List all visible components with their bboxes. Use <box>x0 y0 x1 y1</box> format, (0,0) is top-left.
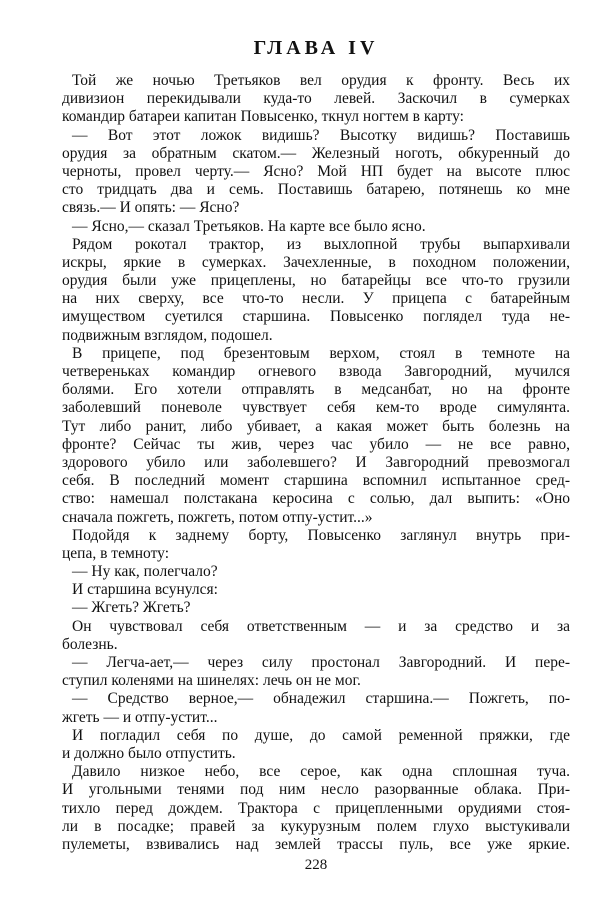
text-line: пулеметы, взвивались над землей трассы пуль, все уже яркие. <box>62 835 570 853</box>
chapter-title: ГЛАВА IV <box>253 37 379 59</box>
body-text <box>62 72 570 854</box>
text-line: ступил коленями на шинелях: лечь он не мог. <box>62 672 361 690</box>
text-line: жгеть — и отпу-устит... <box>62 708 218 726</box>
text-line: здорового убило или заболевшего? И Завгородний превозмогал <box>62 453 570 471</box>
text-line: — Вот этот ложок видишь? Высотку видишь? Поставишь <box>72 126 570 144</box>
text-line: Он чувствовал себя ответственным — и за средство и за <box>72 617 570 635</box>
text-line: себя. В последний момент старшина вспомнил испытанное сред- <box>62 472 570 490</box>
text-line: подвижным взглядом, подошел. <box>62 326 273 344</box>
text-line: цепа, в темноту: <box>62 544 170 562</box>
text-line: — Средство верное,— обнадежил старшина.— Пожгеть, по- <box>72 690 570 708</box>
text-line: Тут либо ранит, либо убивает, а какая может быть болезнь на <box>62 417 570 435</box>
text-line: орудия были уже прицеплены, но батарейцы все что-то грузили <box>62 272 570 290</box>
text-line: командир батареи капитан Повысенко, ткнул ногтем в карту: <box>62 108 464 126</box>
text-line: фронте? Сейчас ты жив, через час убило — не все равно, <box>62 435 570 453</box>
text-line: Рядом рокотал трактор, из выхлопной трубы выпархивали <box>72 235 570 253</box>
book-page <box>62 0 570 910</box>
text-line: И старшина всунулся: <box>72 581 218 599</box>
text-line: связь.— И опять: — Ясно? <box>62 199 240 217</box>
text-line: черноты, провел черту.— Ясно? Мой НП будет на высоте плюс <box>62 162 570 180</box>
text-line: — Легча-ает,— через силу простонал Завгородний. И пере- <box>72 654 570 671</box>
text-line: орудия за обратным скатом.— Железный ноготь, обкуренный до <box>62 144 570 162</box>
page-number: 228 <box>304 857 328 873</box>
text-line: и должно было отпустить. <box>62 744 236 762</box>
text-line: ли в посадке; правей за кукурузным полем глухо выстукивали <box>62 817 570 835</box>
text-line: В прицепе, под брезентовым верхом, стоял в темноте на <box>72 344 570 362</box>
text-line: Давило низкое небо, все серое, как одна сплошная туча. <box>72 763 570 781</box>
text-line: — Ясно,— сказал Третьяков. На карте все было ясно. <box>72 217 426 235</box>
text-line: на них сверху, все что-то несли. У прицепа с батарейным <box>62 290 570 308</box>
text-line: — Ну как, полегчало? <box>72 563 218 581</box>
text-line: болезнь. <box>62 635 118 653</box>
text-line: тихло перед дождем. Трактора с прицепленными орудиями стоя- <box>62 799 570 817</box>
text-line: Той же ночью Третьяков вел орудия к фронту. Весь их <box>72 72 570 89</box>
text-line: болями. Его хотели отправлять в медсанбат, но на фронте <box>62 381 570 399</box>
text-line: сто тридцать два и семь. Поставишь батарею, потянешь ко мне <box>62 181 570 199</box>
text-line: — Жгеть? Жгеть? <box>72 599 191 617</box>
text-line: имуществом суетился старшина. Повысенко поглядел туда не- <box>62 308 570 326</box>
text-line: ство: намешал полстакана керосина с солью, дал выпить: «Оно <box>62 490 570 508</box>
text-line: И погладил себя по душе, до самой ременной пряжки, где <box>72 726 570 744</box>
text-line: Подойдя к заднему борту, Повысенко заглянул внутрь при- <box>72 526 570 544</box>
text-line: сначала пожгеть, пожгеть, потом отпу-устит...» <box>62 508 373 526</box>
text-line: И угольными тенями под ним несло разорванные облака. При- <box>62 781 570 799</box>
text-line: дивизион перекидывали куда-то левей. Заскочил в сумерках <box>62 90 570 108</box>
text-line: искры, яркие в сумерках. Зачехленные, в походном положении, <box>62 253 570 271</box>
text-line: четвереньках командир огневого взвода Завгородний, мучился <box>62 363 570 380</box>
text-line: заболевший поневоле чувствует себя кем-то вроде симулянта. <box>62 399 570 417</box>
